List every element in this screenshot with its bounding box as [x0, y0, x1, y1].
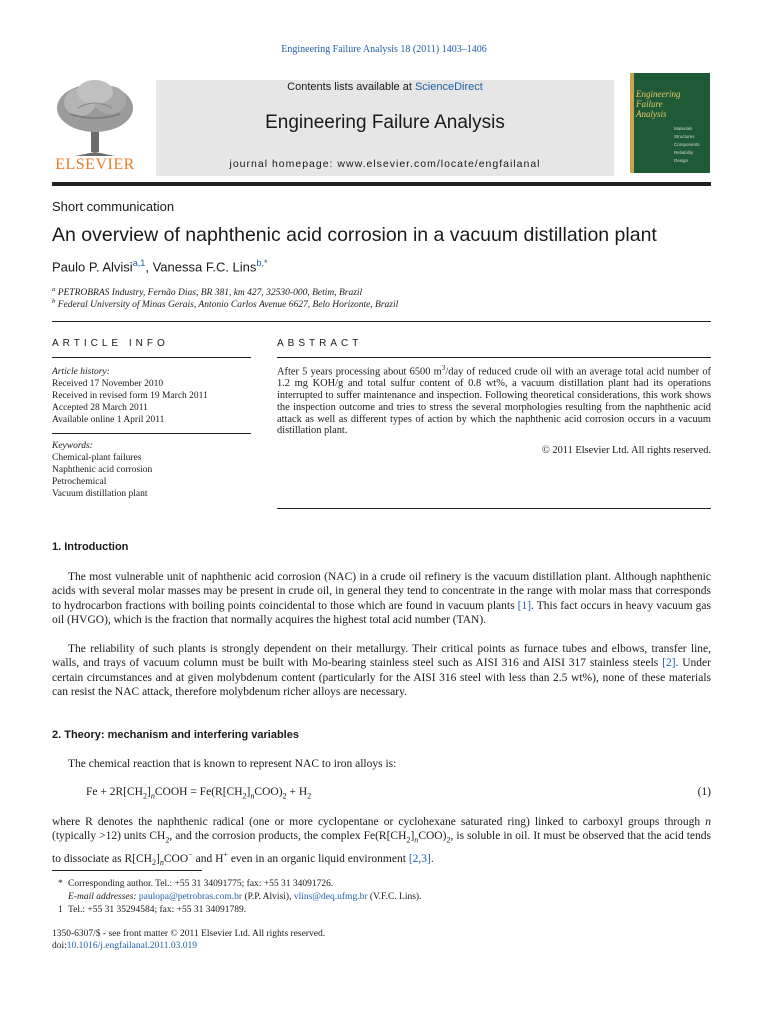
- paragraph-text: COO): [418, 830, 447, 843]
- equation-part: ]: [246, 786, 251, 798]
- email-owner: (P.P. Alvisi),: [242, 892, 294, 902]
- paragraph-text: , and the corrosion products, the complex Fe(R[CH: [169, 830, 407, 843]
- cover-title-line-1: Engineering: [636, 89, 681, 99]
- equation-sub: 2: [242, 791, 247, 801]
- footnote-mark: *: [58, 879, 63, 889]
- math-sub: 2: [446, 835, 451, 845]
- equation-sub: 2: [142, 791, 147, 801]
- equation-part: ]: [147, 786, 151, 798]
- email-link[interactable]: vlins@deq.ufmg.br: [293, 892, 368, 902]
- author-name: Paulo P. Alvisi: [52, 259, 133, 275]
- doi-line: [52, 940, 197, 952]
- author-list: [52, 258, 268, 274]
- cover-subject: Reliability: [674, 150, 694, 155]
- cover-subject: Materials: [674, 126, 693, 131]
- sciencedirect-link[interactable]: ScienceDirect: [414, 81, 483, 93]
- cover-subject: Structures: [674, 134, 695, 139]
- math-sup: −: [188, 850, 193, 860]
- citation-link[interactable]: [2]: [662, 657, 676, 670]
- author-name: Vanessa F.C. Lins: [152, 259, 257, 275]
- keywords-label: Keywords:: [52, 441, 93, 451]
- author-separator: ,: [145, 259, 153, 275]
- affiliation-text: PETROBRAS Industry, Fernão Dias, BR 381, km 427, 32530-000, Betim, Brazil: [57, 288, 363, 299]
- author-affiliation-mark[interactable]: a,1: [132, 258, 146, 268]
- article-history: [52, 366, 208, 426]
- affiliation-mark: b: [52, 298, 56, 305]
- intro-paragraph-1: [52, 570, 711, 628]
- article-title: An overview of naphthenic acid corrosion in a vacuum distillation plant: [52, 224, 657, 246]
- math-sub: 2: [165, 835, 170, 845]
- abstract-sup: 3: [441, 364, 446, 372]
- footnotes: [52, 878, 711, 916]
- homepage-prefix: journal homepage:: [229, 158, 338, 170]
- affiliation-b: [52, 296, 398, 311]
- affiliation-text: Federal University of Minas Gerais, Antonio Carlos Avenue 6627, Belo Horizonte, Brazil: [57, 300, 399, 311]
- info-rule: [52, 433, 251, 434]
- contents-line: [156, 81, 614, 93]
- keyword: Petrochemical: [52, 477, 107, 487]
- paragraph-text: ]: [410, 830, 415, 843]
- equation-sub: 2: [307, 791, 312, 801]
- article-type: Short communication: [52, 199, 175, 214]
- citation-link[interactable]: [1]: [517, 599, 532, 612]
- paragraph-text: The reliability of such plants is strongly dependent on their metallurgy. Their critical points as furnace tubes and elbows, transfer line, walls, and trays of vacuum column must be built with Mo-bearing stainless steel such as AISI 316 and AISI 317 stainless steels: [52, 643, 711, 670]
- issn-line: 1350-6307/$ - see front matter © 2011 Elsevier Ltd. All rights reserved.: [52, 929, 326, 939]
- math-sub: 2: [406, 835, 411, 845]
- equation-sub: n: [150, 791, 155, 801]
- email-link[interactable]: paulopa@petrobras.com.br: [138, 892, 243, 902]
- paragraph-text: COO: [163, 852, 189, 865]
- cover-title-line-3: Analysis: [636, 109, 667, 119]
- math-sub: 2: [151, 858, 157, 868]
- elsevier-wordmark: ELSEVIER: [55, 156, 135, 173]
- doi-label: doi:: [52, 941, 67, 951]
- info-rule: [52, 357, 251, 358]
- abstract-heading: ABSTRACT: [277, 338, 363, 349]
- cover-subject: Design: [674, 158, 689, 163]
- keyword: Vacuum distillation plant: [52, 489, 148, 499]
- paragraph-text: . Under certain circumstances and at given molybdenum content (particularly for the AISI 316 steel with less than 2.5 wt%), none of these materials can resist the NAC attack, therefore molybdenum richer alloys are necessary.: [52, 657, 711, 699]
- journal-cover[interactable]: [630, 73, 710, 173]
- paragraph-text: and H: [192, 852, 224, 865]
- article-info-heading: ARTICLE INFO: [52, 338, 169, 349]
- footnote-rule: [52, 870, 202, 871]
- footnote-1: [52, 904, 711, 916]
- abstract-part: /day of reduced crude oil with an average total acid number of 1.2 mg KOH/g and total sulfur content of 0.8 wt%, a vacuum distillation plant had its operations interrupted to suffer maintenance and inspection. Following theoretical considerations, this work shows the inspection outcome and tries to stress the several morphologies resulting from the naphthenic acid attack as well as different types of action by which the naphthenic acid corrosion occurs in a vacuum distillation plant.: [277, 366, 712, 437]
- section-heading-theory: 2. Theory: mechanism and interfering variables: [52, 729, 299, 741]
- abstract-bottom-rule: [277, 508, 711, 509]
- history-item: Accepted 28 March 2011: [52, 403, 148, 413]
- footnote-emails: [52, 891, 711, 903]
- email-owner: (V.F.C. Lins).: [367, 892, 422, 902]
- history-label: Article history:: [52, 367, 110, 377]
- theory-paragraph-1: The chemical reaction that is known to represent NAC to iron alloys is:: [68, 758, 397, 770]
- abstract-text: [277, 363, 711, 437]
- elsevier-logo[interactable]: [50, 78, 140, 176]
- paragraph-text: where R denotes the naphthenic radical (one or more cyclopentane or cyclohexane saturated ring) linked to carboxyl groups through: [52, 816, 706, 828]
- header-rule: [52, 182, 711, 186]
- cover-title-line-2: Failure: [636, 99, 663, 109]
- keyword: Chemical-plant failures: [52, 453, 142, 463]
- math-sub: n: [414, 835, 419, 845]
- journal-homepage: [156, 158, 614, 170]
- contents-prefix: Contents lists available at: [287, 81, 415, 93]
- cover-subject: Components: [674, 142, 700, 147]
- intro-paragraph-2: [52, 642, 711, 700]
- journal-reference[interactable]: Engineering Failure Analysis 18 (2011) 1403–1406: [281, 44, 487, 55]
- paragraph-text: The most vulnerable unit of naphthenic acid corrosion (NAC) in a crude oil refinery is the vacuum distillation plant. Although naphthenic acids with several molar masses may be present in crude oil, in general they tend to concentrate in the range with molar mass that corresponds to hydrocarbon fractions with boiling points coincidental to those which are found in vacuum plants: [52, 571, 711, 612]
- abstract-rule: [277, 357, 711, 358]
- section-rule: [52, 321, 711, 322]
- equation-sub: 2: [282, 791, 287, 801]
- paragraph-text: ]: [156, 852, 160, 865]
- equation-part: COOH = Fe(R[CH: [154, 786, 243, 798]
- footnote-text: Corresponding author. Tel.: +55 31 34091775; fax: +55 31 34091726.: [68, 879, 334, 889]
- math-sub: n: [159, 858, 164, 868]
- math-sup: +: [223, 850, 228, 860]
- equation-part: + H: [286, 786, 308, 798]
- author-affiliation-mark[interactable]: b,*: [256, 258, 268, 268]
- footnote-text: Tel.: +55 31 35294584; fax: +55 31 34091789.: [68, 905, 247, 915]
- equation-part: Fe + 2R[CH: [86, 786, 143, 798]
- elsevier-tree-icon: [50, 78, 140, 156]
- theory-paragraph-2: [52, 815, 711, 871]
- paragraph-text: . This fact occurs in heavy vacuum gas oil (HVGO), which is the fraction that normally acquires the highest total acid number (TAN).: [52, 599, 711, 627]
- equation-1: [86, 786, 311, 800]
- paragraph-text: (typically >12) units CH: [52, 830, 166, 843]
- paragraph-text: , is soluble in oil. It must be observed that the acid tends to dissociate as R[CH: [52, 830, 711, 865]
- cover-title: [636, 89, 681, 119]
- section-heading-introduction: 1. Introduction: [52, 541, 129, 553]
- equation-sub: n: [250, 791, 255, 801]
- email-label: E-mail addresses:: [68, 892, 137, 902]
- history-item: Available online 1 April 2011: [52, 415, 165, 425]
- abstract-part: After 5 years processing about 6500 m: [277, 366, 442, 378]
- abstract-copyright: © 2011 Elsevier Ltd. All rights reserved.: [541, 445, 711, 456]
- equation-part: COO): [254, 786, 283, 798]
- homepage-url[interactable]: www.elsevier.com/locate/engfailanal: [337, 158, 541, 170]
- equation-number: (1): [697, 786, 711, 798]
- history-item: Received in revised form 19 March 2011: [52, 391, 208, 401]
- doi-link[interactable]: 10.1016/j.engfailanal.2011.03.019: [66, 941, 198, 951]
- footnote-mark: 1: [58, 905, 63, 915]
- footnote-corresponding: [52, 878, 711, 890]
- history-item: Received 17 November 2010: [52, 379, 164, 389]
- math-var: n: [705, 816, 711, 828]
- cover-subjects: [674, 125, 700, 165]
- paragraph-text: even in an organic liquid environment: [227, 852, 409, 865]
- affiliation-mark: a: [52, 286, 56, 293]
- keyword: Naphthenic acid corrosion: [52, 465, 153, 475]
- paragraph-text: .: [430, 852, 434, 865]
- citation-link[interactable]: [2,3]: [408, 852, 431, 865]
- keywords: [52, 440, 152, 500]
- journal-title: Engineering Failure Analysis: [265, 112, 505, 133]
